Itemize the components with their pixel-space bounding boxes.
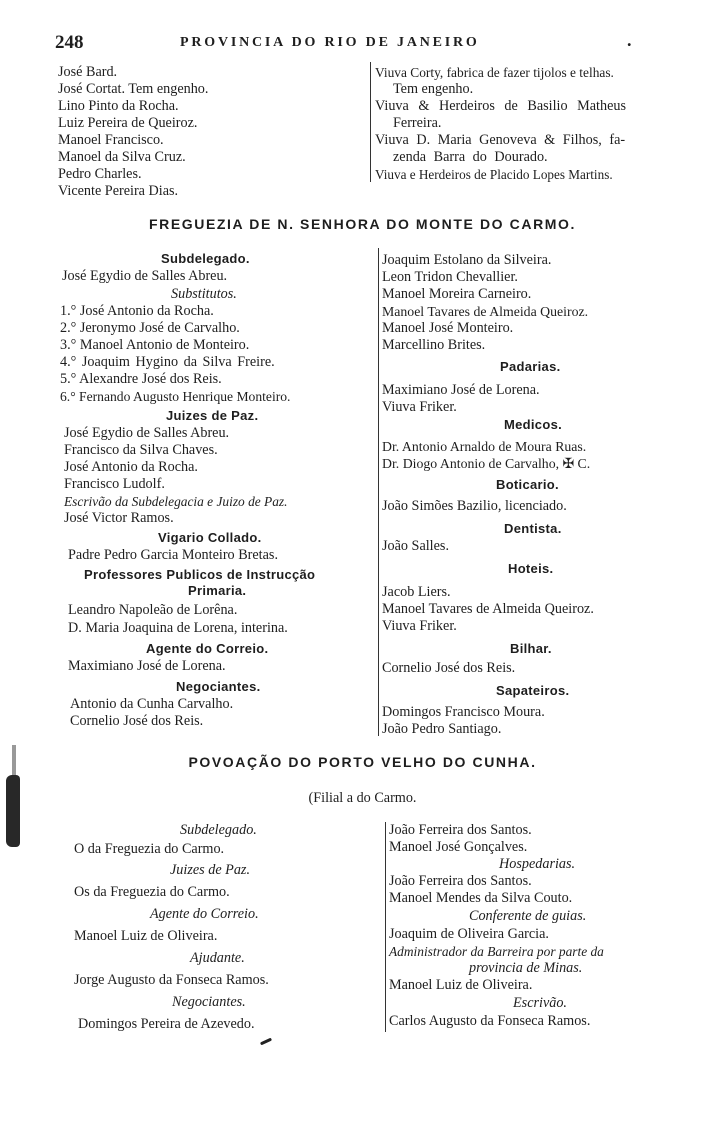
- heading-boticario: Boticario.: [496, 477, 559, 492]
- heading-escrivao: Escrivão.: [513, 995, 567, 1011]
- list-item: O da Freguezia do Carmo.: [74, 841, 225, 857]
- list-item: Tem engenho.: [393, 81, 474, 97]
- list-item: José Cortat. Tem engenho.: [58, 81, 209, 97]
- list-item: Viuva Friker.: [382, 399, 457, 415]
- list-item: 6.° Fernando Augusto Henrique Monteiro.: [60, 389, 291, 404]
- list-item: Domingos Pereira de Azevedo.: [78, 1016, 255, 1032]
- list-item: José Bard.: [58, 64, 118, 80]
- list-item: Domingos Francisco Moura.: [382, 704, 545, 720]
- list-item: Jacob Liers.: [382, 584, 451, 600]
- list-item: João Ferreira dos Santos.: [389, 822, 532, 838]
- list-item: Leon Tridon Chevallier.: [382, 269, 518, 285]
- top-left-column: [58, 64, 368, 204]
- list-item: Luiz Pereira de Queiroz.: [58, 115, 198, 131]
- list-item: Cornelio José dos Reis.: [382, 660, 516, 676]
- list-item: José Egydio de Salles Abreu.: [64, 425, 230, 441]
- list-item: Padre Pedro Garcia Monteiro Bretas.: [68, 547, 278, 563]
- list-item: Viuva D. Maria Genoveva & Filhos, fa-: [375, 132, 626, 148]
- list-item: Joaquim de Oliveira Garcia.: [389, 926, 549, 942]
- column-divider: [370, 62, 371, 182]
- list-item: Manoel Mendes da Silva Couto.: [389, 890, 573, 906]
- list-item: Vicente Pereira Dias.: [58, 183, 179, 199]
- list-item: Jorge Augusto da Fonseca Ramos.: [74, 972, 269, 988]
- list-item: Dr. Diogo Antonio de Carvalho, ✠ C.: [382, 456, 591, 471]
- heading-agente-correio: Agente do Correio.: [146, 641, 269, 656]
- list-item: João Ferreira dos Santos.: [389, 873, 532, 889]
- list-item: João Salles.: [382, 538, 449, 554]
- heading-negociantes: Negociantes.: [172, 994, 246, 1010]
- heading-medicos: Medicos.: [504, 417, 563, 432]
- heading-vigario: Vigario Collado.: [158, 530, 262, 545]
- list-item: Manoel Tavares de Almeida Queiroz.: [382, 304, 589, 319]
- freguezia-right-column: [382, 250, 720, 745]
- heading-professores: Professores Publicos de Instrucção: [84, 567, 316, 582]
- list-item: Manoel da Silva Cruz.: [58, 149, 186, 165]
- list-item: Manoel Tavares de Almeida Queiroz.: [382, 601, 594, 617]
- list-item: Manoel Luiz de Oliveira.: [389, 977, 533, 993]
- list-item: Maximiano José de Lorena.: [68, 658, 226, 674]
- column-divider: [378, 248, 379, 736]
- list-item: zenda Barra do Dourado.: [393, 149, 548, 165]
- ink-mark: [260, 1038, 272, 1046]
- list-item: 3.° Manoel Antonio de Monteiro.: [60, 337, 250, 353]
- list-item: Viuva e Herdeiros de Placido Lopes Martins.: [375, 167, 613, 182]
- column-divider: [385, 822, 386, 1032]
- list-item: 5.° Alexandre José dos Reis.: [60, 371, 222, 387]
- section-title: POVOAÇÃO DO PORTO VELHO DO CUNHA.: [188, 754, 537, 770]
- list-item: Marcellino Brites.: [382, 337, 486, 353]
- running-header: [50, 32, 650, 58]
- heading-primaria: Primaria.: [188, 583, 247, 598]
- heading-subdelegado: Subdelegado.: [161, 251, 250, 266]
- filial-note: (Filial a do Carmo.: [308, 790, 417, 806]
- heading-administrador-cont: provincia de Minas.: [469, 960, 583, 976]
- freguezia-left-column: [58, 250, 376, 745]
- list-item: Carlos Augusto da Fonseca Ramos.: [389, 1013, 591, 1029]
- list-item: José Antonio da Rocha.: [64, 459, 198, 475]
- list-item: Joaquim Estolano da Silveira.: [382, 252, 552, 268]
- heading-agente-correio: Agente do Correio.: [150, 906, 259, 922]
- heading-ajudante: Ajudante.: [190, 950, 245, 966]
- list-item: Manoel José Gonçalves.: [389, 839, 528, 855]
- list-item: Leandro Napoleão de Lorêna.: [68, 602, 238, 618]
- povoacao-left-column: [58, 822, 378, 1032]
- list-item: Francisco Ludolf.: [64, 476, 165, 492]
- list-item: 4.° Joaquim Hygino da Silva Freire.: [60, 354, 275, 370]
- list-item: José Egydio de Salles Abreu.: [62, 268, 228, 284]
- heading-hoteis: Hoteis.: [508, 561, 554, 576]
- list-item: Francisco da Silva Chaves.: [64, 442, 218, 458]
- header-dot: .: [627, 30, 632, 50]
- heading-subdelegado: Subdelegado.: [180, 822, 257, 838]
- list-item: 1.° José Antonio da Rocha.: [60, 303, 214, 319]
- list-item: Cornelio José dos Reis.: [70, 713, 204, 729]
- heading-negociantes: Negociantes.: [176, 679, 261, 694]
- list-item: João Simões Bazilio, licenciado.: [382, 498, 567, 514]
- list-item: Viuva Friker.: [382, 618, 457, 634]
- scan-artifact: [12, 745, 16, 775]
- heading-substitutos: Substitutos.: [171, 286, 237, 302]
- heading-hospedarias: Hospedarias.: [499, 856, 576, 872]
- list-item: Manoel Luiz de Oliveira.: [74, 928, 218, 944]
- list-item: João Pedro Santiago.: [382, 721, 502, 737]
- header-title: PROVINCIA DO RIO DE JANEIRO: [180, 35, 480, 50]
- list-item: Pedro Charles.: [58, 166, 142, 182]
- list-item: D. Maria Joaquina de Lorena, interina.: [68, 620, 288, 636]
- list-item: Lino Pinto da Rocha.: [58, 98, 179, 114]
- list-item: Manoel Francisco.: [58, 132, 164, 148]
- list-item: Maximiano José de Lorena.: [382, 382, 540, 398]
- list-item: Os da Freguezia do Carmo.: [74, 884, 230, 900]
- list-item: Manoel José Monteiro.: [382, 320, 514, 336]
- scan-artifact: [6, 775, 20, 847]
- heading-conferente: Conferente de guias.: [469, 908, 587, 924]
- heading-juizes-de-paz: Juizes de Paz.: [170, 862, 250, 878]
- top-right-column: [375, 64, 720, 189]
- list-item: Antonio da Cunha Carvalho.: [70, 696, 234, 712]
- heading-sapateiros: Sapateiros.: [496, 683, 570, 698]
- page-number: 248: [55, 32, 84, 53]
- list-item: Dr. Antonio Arnaldo de Moura Ruas.: [382, 439, 587, 454]
- list-item: José Victor Ramos.: [64, 510, 174, 526]
- heading-administrador: Administrador da Barreira por parte da: [389, 944, 604, 959]
- list-item: Viuva & Herdeiros de Basilio Matheus: [375, 98, 626, 114]
- povoacao-right-column: [389, 822, 721, 1032]
- heading-juizes-de-paz: Juizes de Paz.: [166, 408, 259, 423]
- escrivao-heading: Escrivão da Subdelegacia e Juizo de Paz.: [64, 494, 288, 509]
- list-item: Manoel Moreira Carneiro.: [382, 286, 532, 302]
- list-item: Viuva Corty, fabrica de fazer tijolos e telhas.: [375, 65, 614, 80]
- list-item: 2.° Jeronymo José de Carvalho.: [60, 320, 240, 336]
- section-title: FREGUEZIA DE N. SENHORA DO MONTE DO CARMO.: [148, 216, 577, 232]
- list-item: Ferreira.: [393, 115, 442, 131]
- heading-dentista: Dentista.: [504, 521, 562, 536]
- heading-bilhar: Bilhar.: [510, 641, 552, 656]
- heading-padarias: Padarias.: [500, 359, 561, 374]
